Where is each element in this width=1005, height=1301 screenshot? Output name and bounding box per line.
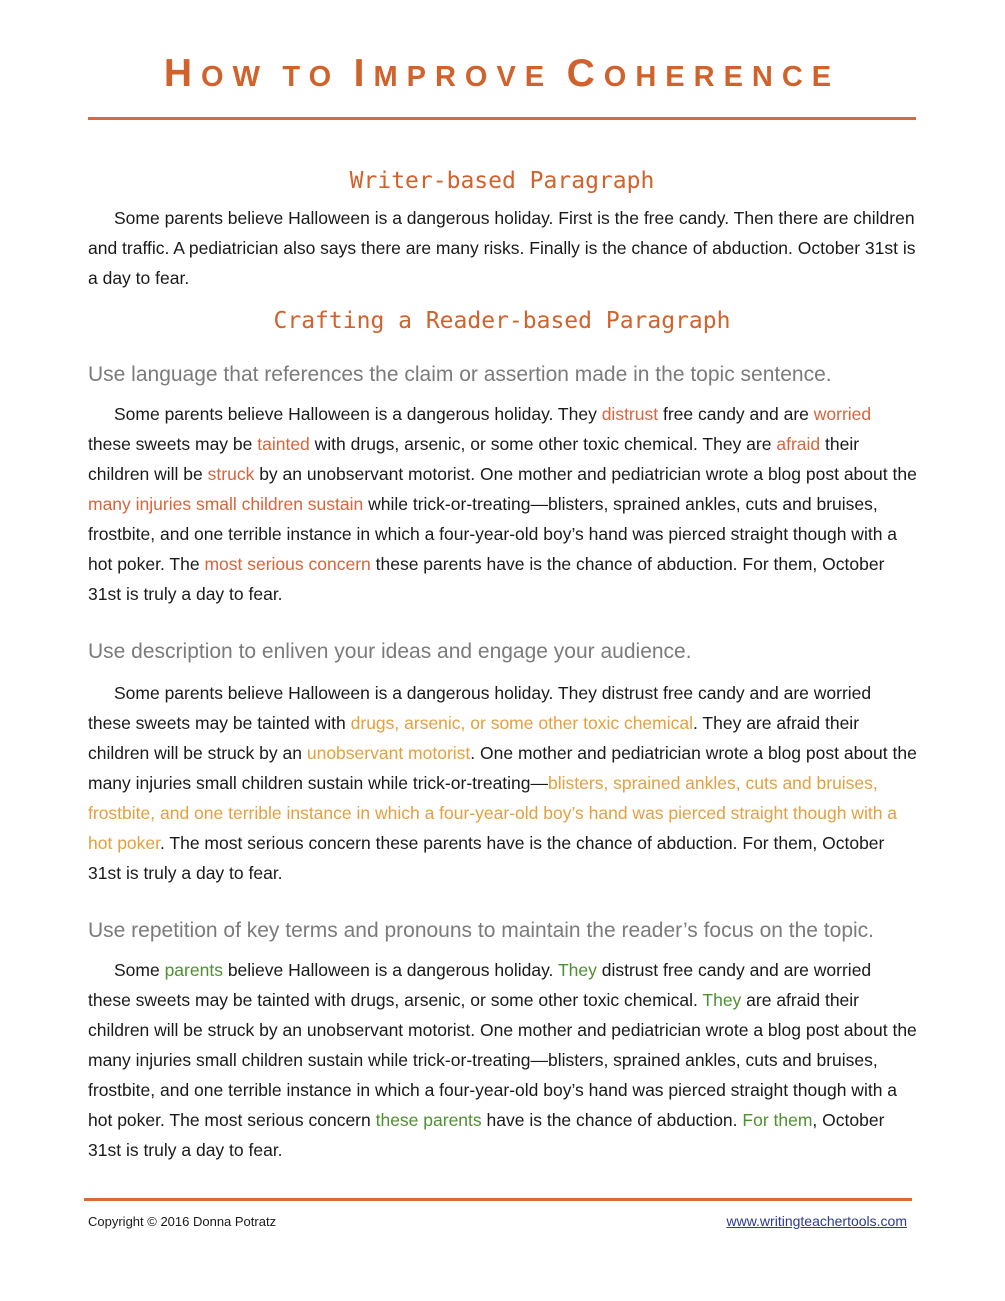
text-run: , October 31st is truly a day to fear. — [88, 1110, 885, 1160]
section-3-paragraph — [88, 955, 918, 1165]
section-1-paragraph — [88, 399, 918, 609]
copyright-notice: Copyright © 2016 Donna Potratz — [88, 1214, 277, 1229]
text-run: free candy and are — [658, 404, 814, 424]
highlighted-phrase: parents — [164, 960, 223, 980]
highlighted-phrase: most serious concern — [204, 554, 371, 574]
highlighted-phrase: worried — [813, 404, 872, 424]
highlighted-phrase: They — [557, 960, 597, 980]
text-run: while trick-or-treating—blisters, sprained ankles, cuts and bruises, frostbite, and one terrible instance in which a four-year-old boy’s hand was pierced straight though with a hot poker. The — [88, 494, 898, 574]
text-run: Some parents believe Halloween is a dangerous holiday. They — [114, 404, 602, 424]
highlighted-phrase: They — [702, 990, 742, 1010]
highlighted-phrase: struck — [207, 464, 255, 484]
reader-based-heading: Crafting a Reader-based Paragraph — [273, 308, 731, 334]
title-word-1-rest: OW — [201, 61, 269, 93]
highlighted-phrase: For them — [742, 1110, 813, 1130]
text-run: these parents have is the chance of abduction. For them, October 31st is truly a day to fear. — [88, 554, 885, 604]
website-link[interactable]: www.writingteachertools.com — [726, 1213, 907, 1229]
page-title — [88, 52, 916, 96]
text-run: . One mother and pediatrician wrote a blog post about the many injuries small children sustain while trick-or-treating— — [88, 743, 917, 793]
text-run: . They are afraid their children will be struck by an — [88, 713, 860, 763]
highlighted-phrase: blisters, sprained ankles, cuts and bruises, frostbite, and one terrible instance in which a four-year-old boy’s hand was pierced straight though with a hot poker — [88, 773, 898, 853]
text-run: their children will be — [88, 434, 860, 484]
highlighted-phrase: these parents — [375, 1110, 482, 1130]
section-3-heading: Use repetition of key terms and pronouns to maintain the reader’s focus on the topic. — [88, 919, 875, 942]
text-run: . The most serious concern these parents have is the chance of abduction. For them, October 31st is truly a day to fear. — [88, 833, 885, 883]
text-run: Some — [114, 960, 165, 980]
highlighted-phrase: distrust — [601, 404, 659, 424]
writer-based-heading: Writer-based Paragraph — [349, 168, 655, 194]
text-run: by an unobservant motorist. One mother and pediatrician wrote a blog post about the — [254, 464, 917, 484]
text-run: believe Halloween is a dangerous holiday. — [222, 960, 558, 980]
text-run: distrust free candy and are worried these sweets may be tainted with drugs, arsenic, or some other toxic chemical. — [88, 960, 872, 1010]
title-word-1-initial: H — [163, 52, 202, 95]
title-word-2: TO — [282, 61, 341, 93]
text-run: these sweets may be — [88, 434, 258, 454]
text-run: Some parents believe Halloween is a dangerous holiday. They distrust free candy and are worried these sweets may be tainted with — [88, 683, 872, 733]
highlighted-phrase: tainted — [257, 434, 310, 454]
writer-based-paragraph: Some parents believe Halloween is a dangerous holiday. First is the free candy. Then there are children and traffic. A pediatrician also says there are many risks. Finally is the chance of abduction. October 31st is a day to fear. — [88, 208, 916, 288]
title-word-3-initial: I — [353, 52, 374, 95]
title-word-4-rest: OHERENCE — [603, 61, 841, 93]
highlighted-phrase: unobservant motorist — [306, 743, 471, 763]
title-divider — [88, 117, 916, 120]
text-run: have is the chance of abduction. — [481, 1110, 743, 1130]
section-2-heading: Use description to enliven your ideas and engage your audience. — [88, 640, 692, 663]
text-run: are afraid their children will be struck by an unobservant motorist. One mother and pediatrician wrote a blog post about the many injuries small children sustain while trick-or-treating—blisters, sprained ankles, cuts and bruises, frostbite, and one terrible instance in which a four-year-old boy’s hand was pierced straight though with a hot poker. The most serious concern — [88, 990, 917, 1130]
title-word-3-rest: MPROVE — [373, 61, 554, 93]
highlighted-phrase: afraid — [776, 434, 821, 454]
footer-divider — [84, 1198, 912, 1201]
section-2-paragraph — [88, 678, 918, 888]
section-1-heading: Use language that references the claim or assertion made in the topic sentence. — [88, 363, 832, 386]
highlighted-phrase: drugs, arsenic, or some other toxic chemical — [350, 713, 694, 733]
highlighted-phrase: many injuries small children sustain — [88, 494, 364, 514]
text-run: with drugs, arsenic, or some other toxic chemical. They are — [309, 434, 777, 454]
title-word-4-initial: C — [566, 52, 604, 95]
